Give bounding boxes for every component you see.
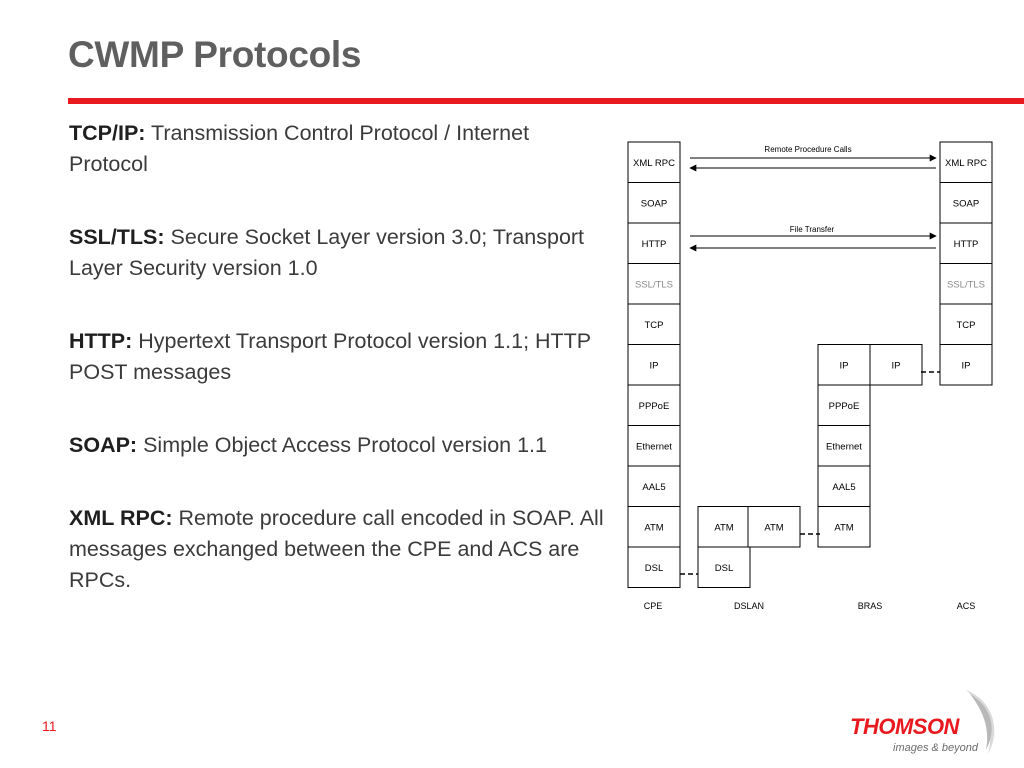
definition-soap <box>69 430 604 461</box>
cpe-layer-ssl-tls: SSL/TLS <box>634 279 674 291</box>
acs-layer-xml-rpc: XML RPC <box>945 157 987 169</box>
definition-text: Transmission Control Protocol / Internet Protocol <box>69 121 530 176</box>
column-label-cpe: CPE <box>643 601 663 611</box>
slide-title: CWMP Protocols <box>68 34 362 75</box>
cpe-layer-tcp: TCP <box>644 319 664 331</box>
logo-brand: THOMSON <box>850 714 959 739</box>
definition-term: XML RPC: <box>69 506 173 530</box>
acs-layer-soap: SOAP <box>952 198 980 210</box>
dslan-left-layer-atm: ATM <box>714 522 734 534</box>
column-label-acs: ACS <box>956 601 976 611</box>
cpe-layer-soap: SOAP <box>640 198 668 210</box>
file-transfer-arrow-label: File Transfer <box>789 225 835 234</box>
cpe-layer-ip: IP <box>649 360 659 372</box>
bras-left-stack <box>818 345 870 548</box>
cpe-protocol-stack <box>628 142 680 588</box>
cpe-layer-pppoe: PPPoE <box>638 400 670 412</box>
definition-text: Hypertext Transport Protocol version 1.1; HTTP POST messages <box>69 329 591 384</box>
definition-term: SSL/TLS: <box>69 225 165 249</box>
definition-text: Remote procedure call encoded in SOAP. All messages exchanged between the CPE and ACS are RPCs. <box>69 506 604 592</box>
cpe-layer-dsl: DSL <box>644 562 664 574</box>
cpe-layer-http: HTTP <box>641 238 667 250</box>
acs-layer-ssl-tls: SSL/TLS <box>946 279 986 291</box>
protocol-stack-diagram <box>618 138 998 628</box>
definition-text: Secure Socket Layer version 3.0; Transport Layer Security version 1.0 <box>69 225 585 280</box>
column-label-dslan: DSLAN <box>733 601 765 611</box>
definition-http <box>69 326 604 388</box>
definition-text: Simple Object Access Protocol version 1.1 <box>143 433 547 457</box>
bras-left-layer-pppoe: PPPoE <box>828 400 860 412</box>
definition-term: TCP/IP: <box>69 121 146 145</box>
bras-left-layer-ip: IP <box>839 360 849 372</box>
bras-right-stack <box>870 345 922 386</box>
title-underline <box>68 98 1024 104</box>
acs-layer-ip: IP <box>961 360 971 372</box>
bras-left-layer-atm: ATM <box>834 522 854 534</box>
definition-term: SOAP: <box>69 433 138 457</box>
cpe-layer-ethernet: Ethernet <box>636 441 672 453</box>
definition-term: HTTP: <box>69 329 133 353</box>
column-label-bras: BRAS <box>857 601 883 611</box>
definition-xml-rpc <box>69 503 604 596</box>
slide-number: 11 <box>42 718 57 734</box>
cpe-layer-xml-rpc: XML RPC <box>633 157 675 169</box>
cpe-layer-atm: ATM <box>644 522 664 534</box>
definition-ssl-tls <box>69 222 604 284</box>
rpc-arrow-label: Remote Procedure Calls <box>764 145 852 154</box>
dslan-left-stack <box>698 507 750 588</box>
thomson-logo <box>848 688 1008 760</box>
acs-layer-tcp: TCP <box>956 319 976 331</box>
dslan-left-layer-dsl: DSL <box>714 562 734 574</box>
logo-tagline: images & beyond <box>893 742 978 754</box>
acs-protocol-stack <box>940 142 992 385</box>
definition-list <box>69 118 604 596</box>
dslan-right-layer-atm: ATM <box>764 522 784 534</box>
bras-left-layer-aal5: AAL5 <box>832 481 856 493</box>
acs-layer-http: HTTP <box>953 238 979 250</box>
definition-tcp-ip <box>69 118 604 180</box>
cpe-layer-aal5: AAL5 <box>642 481 666 493</box>
bras-right-layer-ip: IP <box>891 360 901 372</box>
dslan-right-stack <box>748 507 800 548</box>
bras-left-layer-ethernet: Ethernet <box>826 441 862 453</box>
